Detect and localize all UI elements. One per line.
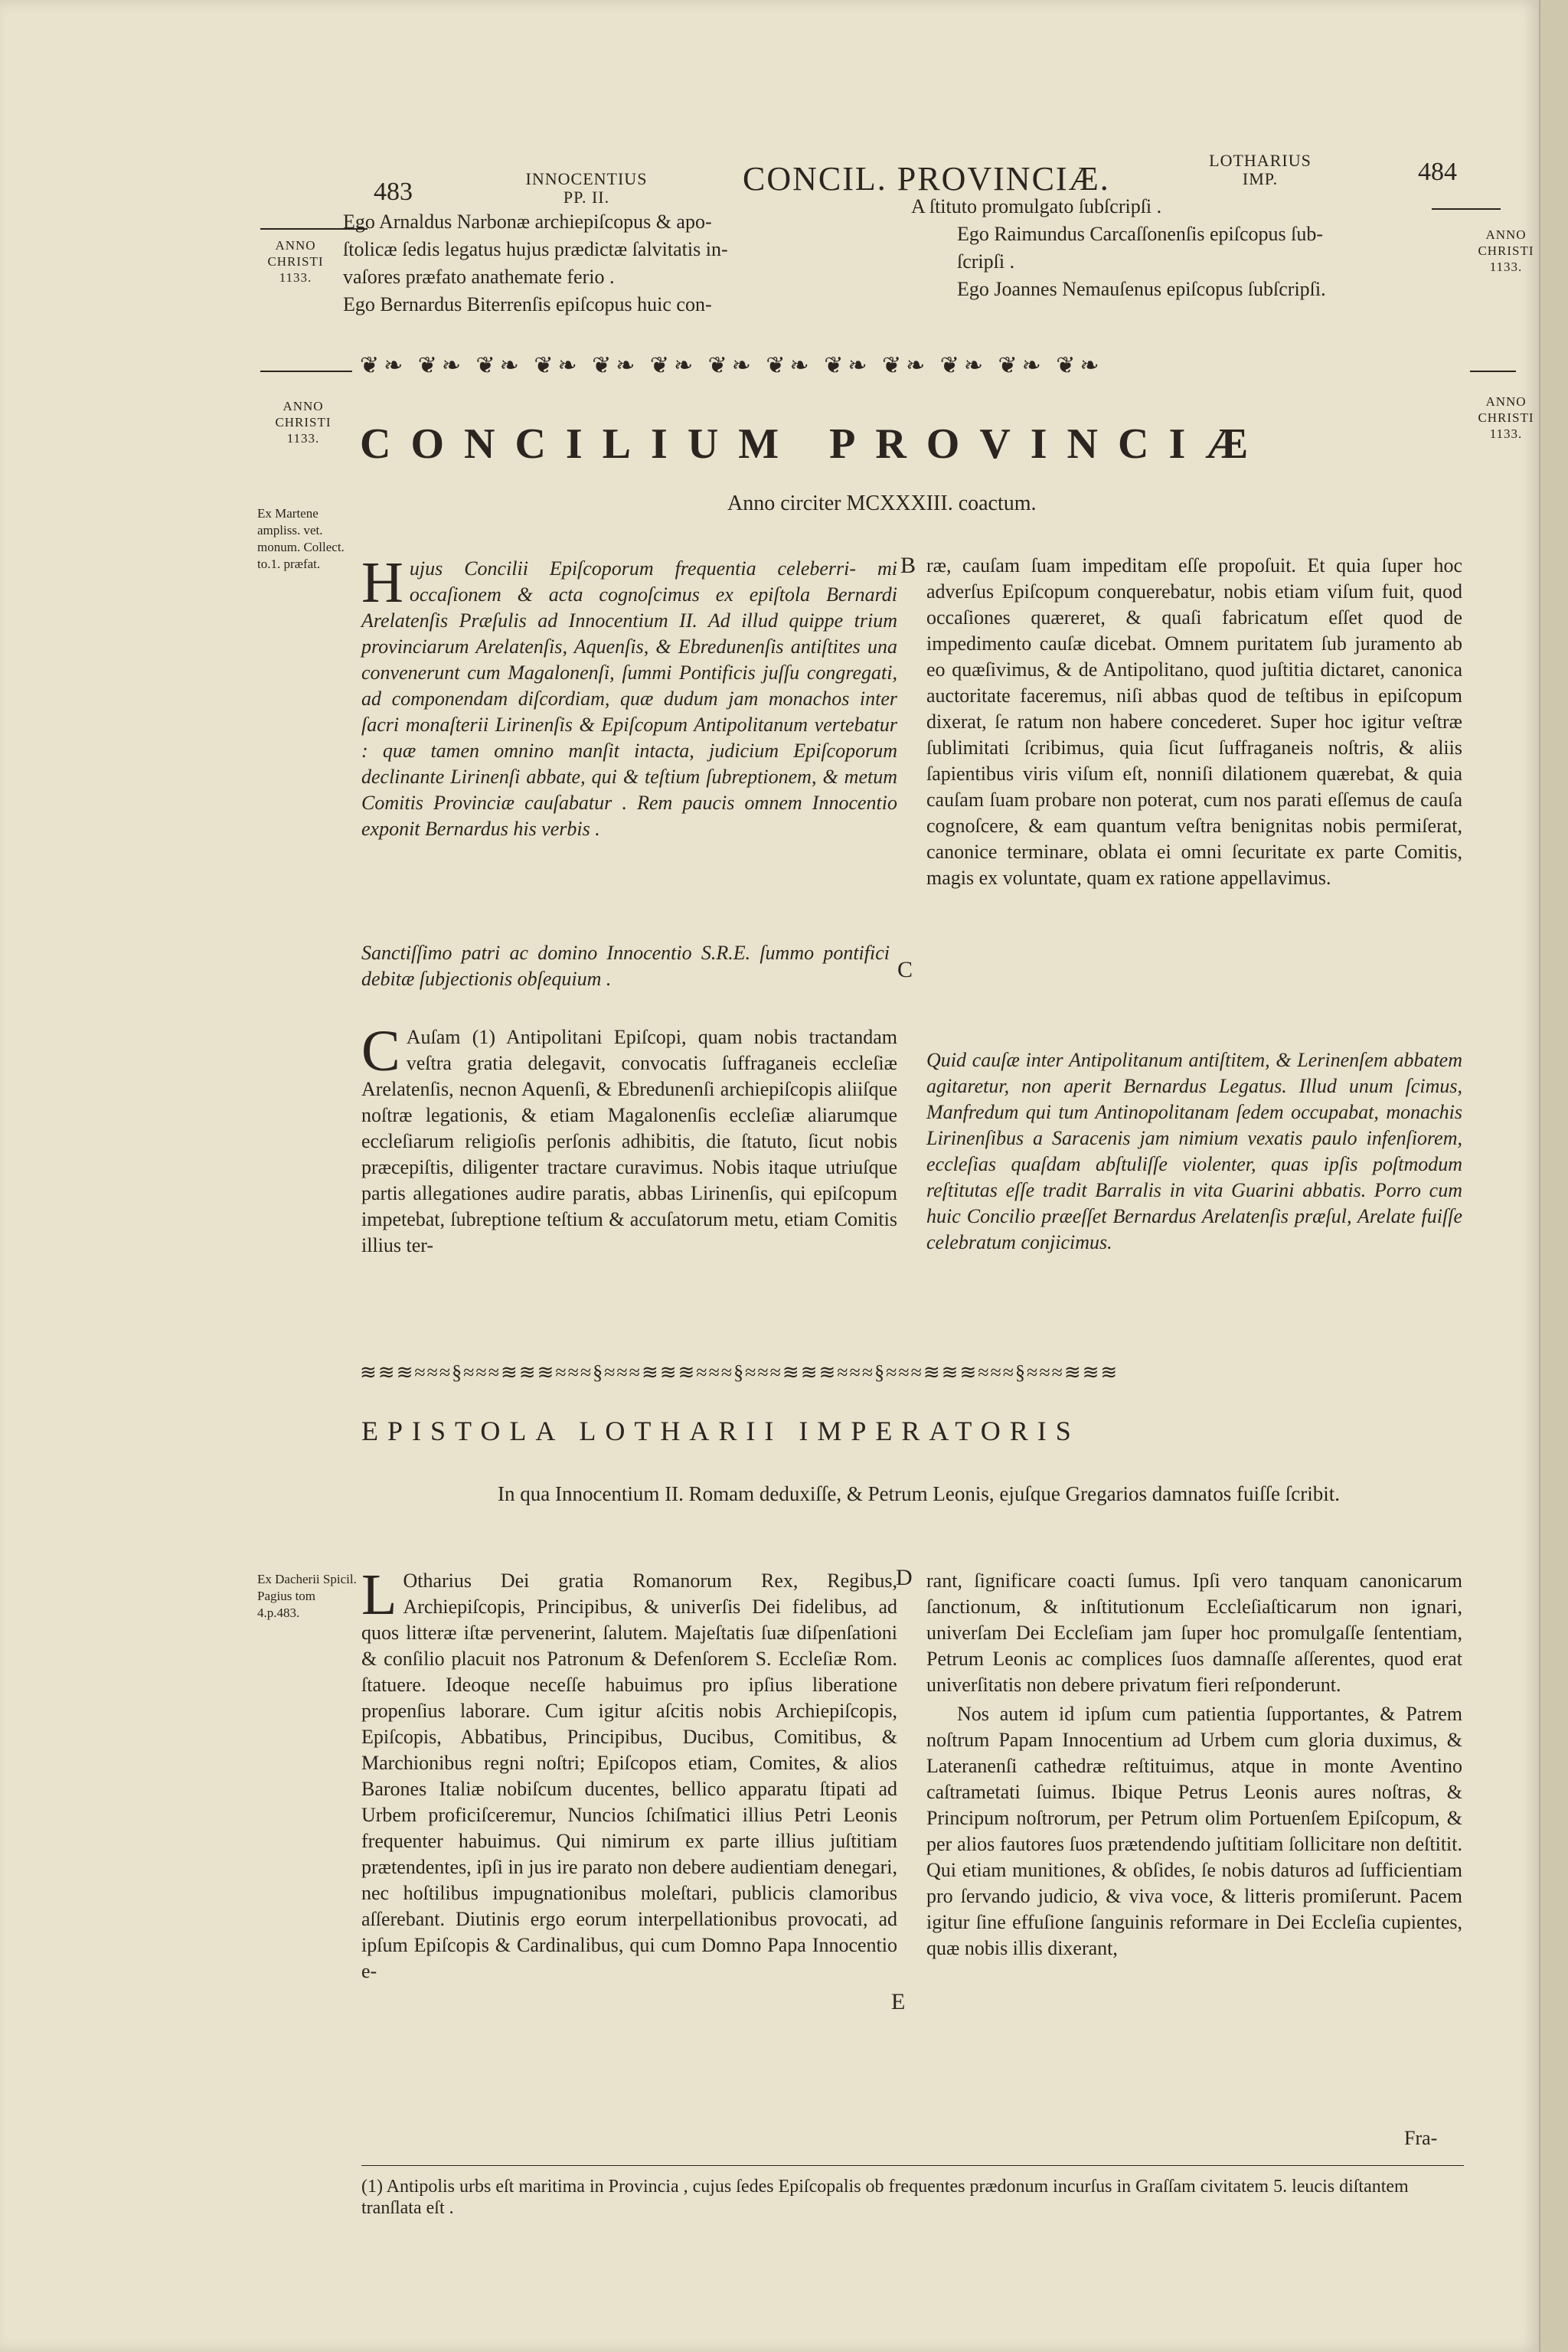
header-right-sub: IMP. <box>1242 169 1279 188</box>
margin-source-1: Ex Martene ampliss. vet. monum. Collect. to.1. præfat. <box>257 506 345 571</box>
concilium-body-left <box>361 1019 897 1259</box>
running-title: CONCIL. PROVINCIÆ. <box>743 160 1110 198</box>
header-right-name: LOTHARIUS <box>1209 151 1312 170</box>
text-line: ſtolicæ ſedis legatus hujus prædictæ ſalvitatis in- <box>343 238 728 260</box>
top-left-column <box>343 208 910 318</box>
header-left-sub: PP. II. <box>563 188 610 207</box>
margin-anno-left-1: ANNO CHRISTI 1133. <box>267 238 324 285</box>
concilium-subtitle: Anno circiter MCXXXIII. coactum. <box>727 492 1037 515</box>
concilium-salutation: Sanctiſſimo patri ac domino Innocentio S.R.E. ſummo pontifici debitæ ſubjectionis obſequium . <box>361 942 890 990</box>
concilium-body-right: ræ, cauſam ſuam impeditam eſſe propoſuit. Et quia ſuper hoc adverſus Epiſcopum conquerebatur, nobis etiam viſum fuit, quod occaſiones quæreret, & quaſi fabricatum eſſet quod de impedimento cauſæ dicebat. Omnem puritatem ſub juramento ab eo quæſivimus, & de Antipolitano, quod juſtitia dictaret, canonica auctoritate faceremus, niſi abbas quod de teſtibus in epiſcopum dixerat, ſe ratum non habere concederet. Super hoc igitur veſtræ ſublimitati ſcribimus, quia ſicut ſuffraganeis noſtris, & aliis ſapientibus viris viſum eſt, nonniſi dilationem quærebat, & quia cauſam ſuam probare non poterat, cum nos parati eſſemus de cauſa cognoſcere, & eam quantum veſtra benignitas nobis permiſerat, canonice terminare, oblata ei omni ſecuritate ex parte Comitis, magis ex voluntate, quam ex ratione appellavimus. <box>926 554 1462 889</box>
margin-anno-right-1: ANNO CHRISTI 1133. <box>1478 227 1534 274</box>
top-right-column <box>911 193 1462 303</box>
footnote: (1) Antipolis urbs eſt maritima in Provincia , cujus ſedes Epiſcopalis ob frequentes prædonum incurſus in Graſſam civitatem 5. leucis diſtantem tranſlata eſt . <box>361 2177 1409 2218</box>
margin-anno-left-2: ANNO CHRISTI 1133. <box>275 399 332 446</box>
catchword: Fra- <box>1404 2127 1438 2149</box>
text-line: Ego Arnaldus Narbonæ archiepiſcopus & apo- <box>343 211 712 233</box>
epistola-right-para-2: Nos autem id ipſum cum patientia ſupportantes, & Patrem noſtrum Papam Innocentium ad Urbem cum gloria duximus, & Lateranenſi cathedræ reſtituimus, atque in monte Aventino caſtrametati ſuimus. Ibique Petrus Leonis aures noſtras, & Principum noſtrorum, per Petrum olim Portuenſem Epiſcopum, & per alios fautores ſuos prætendendo juſtitiam ſollicitare non deſtitit. Qui etiam munitiones, & obſides, ſe nobis daturos ad ſufficientiam pro ſervando judicio, & viva voce, & litteris promiſerunt. Pacem igitur ſine effuſione ſanguinis reformare in Dei Eccleſia cupientes, quæ nobis illis dixerant, <box>926 1703 1462 1959</box>
text-line: ſcripſi . <box>957 250 1015 273</box>
concilium-note: Quid cauſæ inter Antipolitanum antiſtitem, & Lerinenſem abbatem agitaretur, non aperit Bernardus Legatus. Illud unum ſcimus, Manfredum qui tum Antinopolitanam ſedem occupabat, monachis Lirinenſibus a Saracenis jam nimium vexatis paulo infenſiorem, eccleſias quaſdam abſtuliſſe violenter, quas ipſis poſtmodum reſtitutas eſſe tradit Barralis in vita Guarini abbatis. Porro cum huic Concilio præeſſet Bernardus Arelatenſis præſul, Arelate fuiſſe celebratum conjicimus. <box>926 1049 1462 1253</box>
ornament-band-2: ≋≋≋≈≈≈§≈≈≈≋≋≋≈≈≈§≈≈≈≋≋≋≈≈≈§≈≈≈≋≋≋≈≈≈§≈≈≈≋≋≋≈≈≈§≈≈≈≋≋≋ <box>360 1361 1119 1383</box>
body-left-text: Auſam (1) Antipolitani Epiſcopi, quam nobis tractandam veſtra gratia delegavit, convocatis ſuffraganeis eccleſiæ Arelatenſis, necnon Aquenſi, & Ebredunenſi archiepiſcopis aliiſque noſtræ legationis, & etiam Magalonenſis eccleſiæ aliarumque eccleſiarum religioſis perſonis adhibitis, die ſtatuto, ſicut nobis præcepiſtis, diligenter tractare curavimus. Nobis itaque utriuſque partis allegationes audire paratis, abbas Lirinenſis, qui epiſcopum impetebat, ſubreptione teſtium & accuſatorum metu, etiam Comitis illius ter- <box>361 1026 897 1256</box>
text-line: Ego Joannes Nemauſenus epiſcopus ſubſcripſi. <box>957 278 1326 300</box>
margin-anno-right-2: ANNO CHRISTI 1133. <box>1478 394 1534 441</box>
epistola-body-left <box>361 1563 897 1984</box>
adjacent-page-edge <box>1539 0 1568 2352</box>
epistola-right-para-1: rant, ſignificare coacti ſumus. Ipſi vero tanquam canonicarum ſanctionum, & inſtitutionum Eccleſiaſticarum non ignari, univerſam Dei Eccleſiam jam ſuper hoc promulgaſſe ſententiam, Petrum Leonis ac complices ſuos damnaſſe aſſerentes, quod erat univerſitatis non debere privatum fieri reſponderunt. <box>926 1570 1462 1696</box>
epistola-left-text: Otharius Dei gratia Romanorum Rex, Regibus, Archiepiſcopis, Principibus, & univerſis Dei fidelibus, ad quos litteræ iſtæ pervenerint, ſalutem. Majeſtatis ſuæ diſpenſationi & conſilio placuit nos Patronum & Defenſorem S. Eccleſiæ Rom. ſtatuere. Ideoque neceſſe habuimus pro ipſius liberatione propenſius laborare. Cum igitur aſcitis nobis Archiepiſcopis, Epiſcopis, Abbatibus, Principibus, Ducibus, Comitibus, & Marchionibus regni noſtri; Epiſcopos etiam, Comites, & alios Barones Italiæ nobiſcum ducentes, bellico apparatu ſtipati ad Urbem proficiſceremur, Nuncios ſchiſmatici illius Petri Leonis frequenter habuimus. Qui nimirum ex parte illius juſtitiam prætendentes, ipſi in jus ire parato non debere audientiam denegari, nec hoſtilibus impugnationibus moleſtari, publicis clamoribus aſſerebant. Diutinis ergo eorum interpellationibus provocati, ad ipſum Epiſcopis & Cardinalibus, qui cum Domno Papa Innocentio e- <box>361 1570 897 1982</box>
margin-source-2: Ex Dacherii Spicil. Pagius tom 4.p.483. <box>257 1572 357 1620</box>
section-marker-d: D <box>896 1565 913 1590</box>
text-line: A ſtituto promulgato ſubſcripſi . <box>911 195 1162 217</box>
ornament-rule-right <box>1470 371 1516 372</box>
ornament-rule-left <box>260 371 352 372</box>
section-marker-b: B <box>900 553 916 578</box>
page-number-left: 483 <box>374 178 413 206</box>
footnote-rule <box>361 2165 1464 2166</box>
section-marker-c: C <box>897 957 913 982</box>
ornament-band-1: ❦❧ ❦❧ ❦❧ ❦❧ ❦❧ ❦❧ ❦❧ ❦❧ ❦❧ ❦❧ ❦❧ ❦❧ ❦❧ <box>360 353 1104 378</box>
text-line: Ego Raimundus Carcaſſonenſis epiſcopus ſub- <box>957 223 1324 245</box>
concilium-title: CONCILIUM PROVINCIÆ <box>360 420 1269 468</box>
epistola-body-right <box>926 1568 1462 1962</box>
concilium-intro <box>361 550 897 842</box>
dropcap-h: H <box>361 550 403 615</box>
header-left-label <box>518 170 655 207</box>
epistola-subtitle: In qua Innocentium II. Romam deduxiſſe, & Petrum Leonis, ejuſque Gregarios damnatos fuiſſe ſcribit. <box>498 1482 1340 1505</box>
section-marker-e: E <box>891 1989 906 2014</box>
epistola-title: EPISTOLA LOTHARII IMPERATORIS <box>361 1416 1080 1446</box>
header-right-label <box>1191 152 1329 188</box>
header-left-name: INNOCENTIUS <box>525 169 648 188</box>
page-number-right: 484 <box>1418 158 1457 186</box>
text-line: vaſores præfato anathemate ferio . <box>343 266 615 288</box>
dropcap-l: L <box>361 1563 397 1627</box>
text-line: Ego Bernardus Biterrenſis epiſcopus huic con- <box>343 293 712 315</box>
dropcap-c: C <box>361 1019 400 1083</box>
intro-text: ujus Concilii Epiſcoporum frequentia celeberri- mi occaſionem & acta cognoſcimus ex epiſtola Bernardi Arelatenſis Præſulis ad Innocentium II. Ad illud quippe trium provinciarum Arelatenſis, Aquenſis, & Ebredunenſis antiſtites una convenerunt cum Magalonenſi, ſummi Pontificis juſſu congregati, ad componendam diſcordiam, quæ dudum jam monachos inter ſacri monaſterii Lirinenſis & Epiſcopum Antipolitanum vertebatur : quæ tamen omnino manſit intacta, judicium Epiſcoporum declinante Lirinenſi abbate, qui & teſtium ſubreptionem, & metum Comitis Provinciæ cauſabatur . Rem paucis omnem Innocentio exponit Bernardus his verbis . <box>361 557 897 840</box>
